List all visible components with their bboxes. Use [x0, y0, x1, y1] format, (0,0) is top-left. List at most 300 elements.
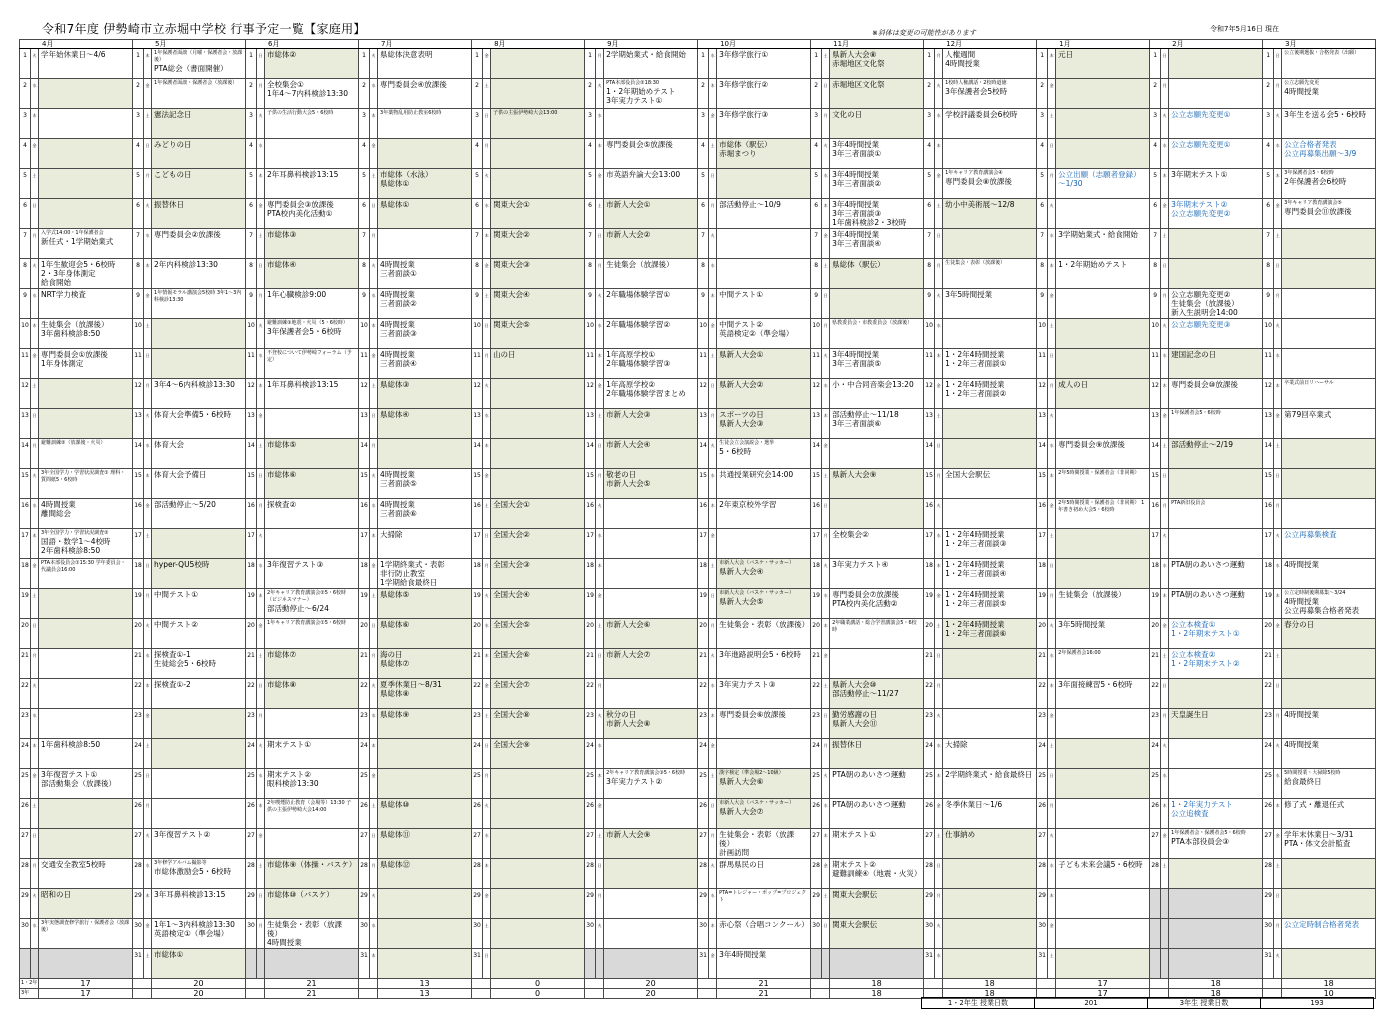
event-small-text: 1年保護者面談（月曜・保護者会・放課後） — [154, 50, 243, 63]
event-text: 3年4時間授業 3年三者面談② — [832, 170, 882, 188]
event-text: 公立定時制合格者発表 — [1284, 920, 1360, 929]
school-day-count: 0 — [491, 989, 585, 999]
weekday: 木 — [1048, 469, 1056, 499]
weekday: 土 — [709, 769, 717, 799]
day-number: 9 — [472, 289, 483, 319]
event-text: NRT学力検査 — [41, 290, 86, 299]
event-small-text: 3年修学アルバム撮影等 — [154, 860, 207, 866]
school-day-count: 13 — [378, 989, 472, 999]
day-events — [152, 829, 246, 859]
day-events — [717, 799, 811, 829]
day-events — [717, 499, 811, 529]
school-day-count: 20 — [152, 989, 246, 999]
event-text: 市新人大会② — [606, 230, 651, 239]
day-number: 27 — [924, 829, 935, 859]
day-number: 13 — [1150, 409, 1161, 439]
day-events — [265, 649, 359, 679]
day-number: 21 — [246, 649, 257, 679]
day-number: 4 — [20, 139, 31, 169]
day-events — [39, 349, 133, 379]
day-events — [265, 889, 359, 919]
weekday: 土 — [822, 259, 830, 289]
weekday: 日 — [935, 229, 943, 259]
day-events — [1056, 709, 1150, 739]
count-spacer — [1150, 979, 1169, 989]
day-number: 11 — [924, 349, 935, 379]
weekday: 木 — [596, 349, 604, 379]
day-number: 24 — [698, 739, 709, 769]
weekday: 金 — [1274, 829, 1282, 859]
day-events — [830, 589, 924, 619]
grade3-days-total: 193 — [1261, 998, 1374, 1009]
day-events — [604, 529, 698, 559]
weekday: 月 — [1161, 499, 1169, 529]
event-text: 3年5時間授業 — [945, 290, 993, 299]
day-number: 24 — [20, 739, 31, 769]
event-text: 3年修学旅行③ — [719, 110, 769, 119]
event-text: 専門委員会③放課後 PTA校内美化活動① — [267, 200, 334, 218]
event-text: 全校集会① 1年4～7内科検診13:30 — [267, 80, 348, 98]
day-number: 28 — [472, 859, 483, 889]
day-events — [152, 559, 246, 589]
day-events — [152, 169, 246, 199]
day-events — [491, 589, 585, 619]
day-events — [717, 739, 811, 769]
event-text: 秋分の日 市新人大会⑧ — [606, 710, 651, 728]
day-number: 26 — [585, 799, 596, 829]
day-events — [378, 289, 472, 319]
weekday: 土 — [370, 379, 378, 409]
day-events — [491, 49, 585, 79]
weekday: 日 — [1161, 49, 1169, 79]
day-number: 17 — [1263, 529, 1274, 559]
weekday: 日 — [822, 919, 830, 949]
day-number: 9 — [359, 289, 370, 319]
school-day-count: 18 — [1282, 979, 1376, 989]
day-events — [1056, 529, 1150, 559]
day-events — [1169, 799, 1263, 829]
weekday: 土 — [483, 79, 491, 109]
weekday: 土 — [596, 199, 604, 229]
weekday: 水 — [935, 109, 943, 139]
weekday: 水 — [1161, 139, 1169, 169]
day-number: 8 — [133, 259, 144, 289]
weekday: 土 — [822, 49, 830, 79]
day-number: 29 — [472, 889, 483, 919]
school-day-count: 21 — [717, 989, 811, 999]
day-number: 19 — [133, 589, 144, 619]
weekday: 木 — [370, 529, 378, 559]
event-text: 市新人大会⑦ — [606, 650, 651, 659]
weekday: 木 — [1274, 589, 1282, 619]
day-events — [491, 199, 585, 229]
day-number: 25 — [359, 769, 370, 799]
day-number: 14 — [20, 439, 31, 469]
day-events — [265, 829, 359, 859]
weekday: 金 — [144, 289, 152, 319]
day-number: 15 — [1150, 469, 1161, 499]
weekday: 木 — [257, 589, 265, 619]
weekday: 月 — [483, 139, 491, 169]
day-number: 4 — [1150, 139, 1161, 169]
day-number: 18 — [811, 559, 822, 589]
day-events — [1056, 409, 1150, 439]
day-number: 1 — [246, 49, 257, 79]
weekday: 木 — [144, 49, 152, 79]
day-events — [717, 139, 811, 169]
day-number: 17 — [133, 529, 144, 559]
day-number: 10 — [811, 319, 822, 349]
event-small-text: 避難訓練②（放課後・火災） — [41, 440, 106, 446]
weekday: 火 — [1274, 949, 1282, 979]
month-header: 9月 — [585, 40, 698, 49]
event-small-text: 1年保護者会・保護者会5・6校時 — [1171, 830, 1246, 836]
day-events — [265, 709, 359, 739]
day-events — [1056, 559, 1150, 589]
weekday: 火 — [1274, 109, 1282, 139]
day-number: 2 — [133, 79, 144, 109]
month-header: 2月 — [1150, 40, 1263, 49]
weekday: 火 — [370, 259, 378, 289]
event-small-text: 入学式14:00・1年保護者会 — [41, 230, 104, 236]
day-events — [378, 769, 472, 799]
day-number: 4 — [472, 139, 483, 169]
day-events — [1056, 229, 1150, 259]
weekday: 火 — [1048, 199, 1056, 229]
day-events — [39, 769, 133, 799]
day-events — [491, 229, 585, 259]
day-number: 25 — [698, 769, 709, 799]
day-number: 26 — [133, 799, 144, 829]
event-text: 4時間授業 離間総会 — [41, 500, 76, 518]
weekday: 木 — [370, 949, 378, 979]
count-row-label: 1・2年 — [20, 979, 39, 989]
event-text: 生徒集会（放課後） — [606, 260, 674, 269]
weekday — [257, 949, 265, 979]
day-number: 7 — [472, 229, 483, 259]
day-events — [943, 799, 1037, 829]
weekday: 金 — [31, 559, 39, 589]
day-number: 20 — [811, 619, 822, 649]
day-number: 27 — [1263, 829, 1274, 859]
weekday: 水 — [1161, 559, 1169, 589]
event-text: 1年高原学校② 2年職場体験学習まとめ — [606, 380, 686, 398]
day-events — [491, 529, 585, 559]
day-number: 20 — [1037, 619, 1048, 649]
weekday: 月 — [257, 709, 265, 739]
weekday: 火 — [31, 679, 39, 709]
day-events — [491, 799, 585, 829]
day-events — [604, 79, 698, 109]
event-text: 県総体（駅伝） — [832, 260, 885, 269]
weekday: 金 — [1161, 829, 1169, 859]
event-text: 全国大会④ — [493, 590, 530, 599]
event-text: みどりの日 — [154, 140, 192, 149]
weekday: 土 — [144, 109, 152, 139]
day-number: 20 — [1263, 619, 1274, 649]
day-number: 23 — [1037, 709, 1048, 739]
weekday: 日 — [935, 439, 943, 469]
weekday: 月 — [709, 199, 717, 229]
weekday: 火 — [257, 319, 265, 349]
day-number: 18 — [20, 559, 31, 589]
event-text: 県総体⑤ — [380, 590, 410, 599]
day-number: 31 — [359, 949, 370, 979]
day-number: 15 — [1037, 469, 1048, 499]
weekday: 土 — [709, 349, 717, 379]
day-events — [152, 799, 246, 829]
day-events — [604, 799, 698, 829]
day-number: 11 — [246, 349, 257, 379]
event-text: 3年修学旅行② — [719, 80, 769, 89]
event-text: 専門委員会⑧放課後 — [945, 177, 1012, 186]
day-number — [1150, 949, 1161, 979]
weekday: 水 — [257, 139, 265, 169]
day-number: 12 — [811, 379, 822, 409]
weekday: 木 — [935, 139, 943, 169]
day-number: 28 — [1263, 859, 1274, 889]
day-number: 13 — [1037, 409, 1048, 439]
school-day-count: 18 — [1169, 989, 1263, 999]
day-number: 30 — [20, 919, 31, 949]
day-number: 20 — [359, 619, 370, 649]
day-events — [1282, 649, 1376, 679]
day-number: 4 — [811, 139, 822, 169]
weekday: 木 — [1161, 589, 1169, 619]
day-number: 16 — [246, 499, 257, 529]
day-events — [604, 829, 698, 859]
day-number: 6 — [1150, 199, 1161, 229]
day-events — [830, 439, 924, 469]
weekday: 火 — [596, 499, 604, 529]
day-events — [1056, 79, 1150, 109]
weekday: 月 — [257, 289, 265, 319]
day-events — [491, 919, 585, 949]
event-text: 1・2年4時間授業 1・2年三者面談② — [945, 380, 1007, 398]
weekday: 月 — [1161, 79, 1169, 109]
event-text: 専門委員会⑥放課後 — [719, 710, 786, 719]
day-number: 5 — [246, 169, 257, 199]
weekday: 火 — [1048, 409, 1056, 439]
event-text: 県新人大会① — [719, 350, 764, 359]
day-events — [830, 79, 924, 109]
event-text: 中間テスト① — [719, 290, 764, 299]
weekday: 木 — [822, 199, 830, 229]
weekday: 火 — [822, 559, 830, 589]
day-events — [1056, 349, 1150, 379]
weekday: 水 — [822, 169, 830, 199]
weekday: 月 — [31, 859, 39, 889]
day-number: 14 — [1037, 439, 1048, 469]
weekday: 土 — [144, 739, 152, 769]
day-events — [39, 289, 133, 319]
event-text: 勤労感謝の日 県新人大会⑪ — [832, 710, 878, 728]
weekday: 土 — [257, 859, 265, 889]
day-number: 21 — [133, 649, 144, 679]
day-number: 30 — [246, 919, 257, 949]
day-events — [830, 559, 924, 589]
weekday: 月 — [1274, 79, 1282, 109]
day-number: 12 — [133, 379, 144, 409]
event-text: 県総体① — [380, 200, 410, 209]
day-number: 1 — [20, 49, 31, 79]
day-number: 21 — [585, 649, 596, 679]
day-number: 20 — [472, 619, 483, 649]
weekday: 金 — [257, 199, 265, 229]
day-number: 3 — [133, 109, 144, 139]
day-events — [39, 889, 133, 919]
day-events — [378, 79, 472, 109]
day-number: 13 — [924, 409, 935, 439]
day-events — [152, 409, 246, 439]
day-events — [1169, 499, 1263, 529]
weekday: 月 — [1274, 289, 1282, 319]
day-number: 7 — [246, 229, 257, 259]
weekday: 月 — [596, 889, 604, 919]
event-text: 4時間授業 三者面談⑤ — [380, 470, 417, 488]
day-events — [152, 469, 246, 499]
weekday: 金 — [483, 889, 491, 919]
day-events — [717, 949, 811, 979]
event-text: 成人の日 — [1058, 380, 1089, 389]
day-events — [1056, 919, 1150, 949]
school-day-count: 17 — [39, 989, 133, 999]
weekday: 月 — [596, 49, 604, 79]
weekday: 土 — [483, 499, 491, 529]
event-text: 3学期始業式・給食開始 — [1058, 230, 1138, 239]
day-events — [717, 529, 811, 559]
day-events — [830, 649, 924, 679]
weekday: 金 — [596, 169, 604, 199]
day-number: 23 — [1150, 709, 1161, 739]
day-number: 8 — [698, 259, 709, 289]
event-text: 文化の日 — [832, 110, 863, 119]
day-number: 21 — [924, 649, 935, 679]
day-number: 15 — [359, 469, 370, 499]
weekday: 日 — [596, 859, 604, 889]
weekday: 日 — [709, 589, 717, 619]
day-events — [604, 199, 698, 229]
day-number: 18 — [585, 559, 596, 589]
day-number: 6 — [585, 199, 596, 229]
day-number: 9 — [811, 289, 822, 319]
event-text: 公立志願先変更① — [1171, 110, 1231, 119]
event-text: 4時間授業 — [1284, 560, 1319, 569]
event-text: 期末テスト① — [832, 830, 877, 839]
event-small-text: PTA本部役員会②18:30 — [606, 80, 660, 86]
event-text: 4時間授業 三者面談① — [380, 260, 417, 278]
weekday: 月 — [144, 169, 152, 199]
day-number: 17 — [359, 529, 370, 559]
event-text: 全国大会① — [493, 500, 530, 509]
weekday: 月 — [1048, 379, 1056, 409]
day-events — [943, 409, 1037, 439]
day-number: 5 — [698, 169, 709, 199]
weekday: 月 — [144, 379, 152, 409]
event-text: 天皇誕生日 — [1171, 710, 1209, 719]
weekday: 木 — [1048, 889, 1056, 919]
month-header: 3月 — [1263, 40, 1376, 49]
day-events — [491, 949, 585, 979]
weekday: 火 — [822, 349, 830, 379]
weekday: 水 — [1048, 859, 1056, 889]
event-text: 公立合格者発表 公立再募集出願～3/9 — [1284, 140, 1357, 158]
day-events — [265, 199, 359, 229]
day-number: 1 — [133, 49, 144, 79]
day-events — [152, 589, 246, 619]
event-text: 市総体③ — [267, 230, 297, 239]
weekday: 金 — [31, 139, 39, 169]
day-events — [1056, 499, 1150, 529]
weekday: 火 — [31, 49, 39, 79]
weekday: 月 — [1274, 709, 1282, 739]
day-events — [39, 859, 133, 889]
day-number: 27 — [472, 829, 483, 859]
day-number: 2 — [1263, 79, 1274, 109]
day-events — [604, 859, 698, 889]
weekday: 金 — [1048, 499, 1056, 529]
weekday: 月 — [1274, 919, 1282, 949]
day-number: 22 — [472, 679, 483, 709]
event-text: 3年期末テスト① — [1171, 170, 1228, 179]
weekday: 木 — [144, 889, 152, 919]
day-number: 24 — [1263, 739, 1274, 769]
grade12-days-total: 201 — [1035, 998, 1148, 1009]
day-number: 2 — [585, 79, 596, 109]
day-events — [39, 739, 133, 769]
weekday: 土 — [1274, 229, 1282, 259]
event-text: 専門委員会⑪放課後 — [1284, 207, 1352, 216]
day-number: 31 — [133, 949, 144, 979]
day-number: 19 — [472, 589, 483, 619]
event-text: 全国大会⑨ — [493, 740, 530, 749]
day-events — [604, 349, 698, 379]
day-events — [830, 739, 924, 769]
day-events — [1169, 469, 1263, 499]
day-number: 15 — [246, 469, 257, 499]
day-events — [378, 559, 472, 589]
event-text: 春分の日 — [1284, 620, 1315, 629]
school-day-count: 18 — [1169, 979, 1263, 989]
day-events — [152, 859, 246, 889]
weekday: 金 — [1161, 409, 1169, 439]
event-text: 1年生歓迎会5・6校時 2・3年身体測定 給食開始 — [41, 260, 116, 287]
event-text: 3年耳鼻科検診13:15 — [154, 890, 226, 899]
day-number: 23 — [246, 709, 257, 739]
weekday: 金 — [822, 229, 830, 259]
weekday: 月 — [822, 319, 830, 349]
day-events — [1169, 889, 1263, 919]
day-events — [717, 289, 811, 319]
weekday: 日 — [257, 259, 265, 289]
day-events — [39, 319, 133, 349]
day-events — [1282, 319, 1376, 349]
day-events — [152, 499, 246, 529]
day-number: 10 — [1150, 319, 1161, 349]
day-number: 28 — [359, 859, 370, 889]
count-spacer — [359, 989, 378, 999]
weekday: 火 — [257, 529, 265, 559]
day-number: 12 — [1150, 379, 1161, 409]
day-events — [1056, 259, 1150, 289]
day-number: 16 — [698, 499, 709, 529]
weekday: 水 — [370, 79, 378, 109]
day-number: 22 — [1037, 679, 1048, 709]
day-number: 5 — [133, 169, 144, 199]
day-number: 10 — [585, 319, 596, 349]
weekday: 月 — [822, 529, 830, 559]
event-text: こどもの日 — [154, 170, 192, 179]
